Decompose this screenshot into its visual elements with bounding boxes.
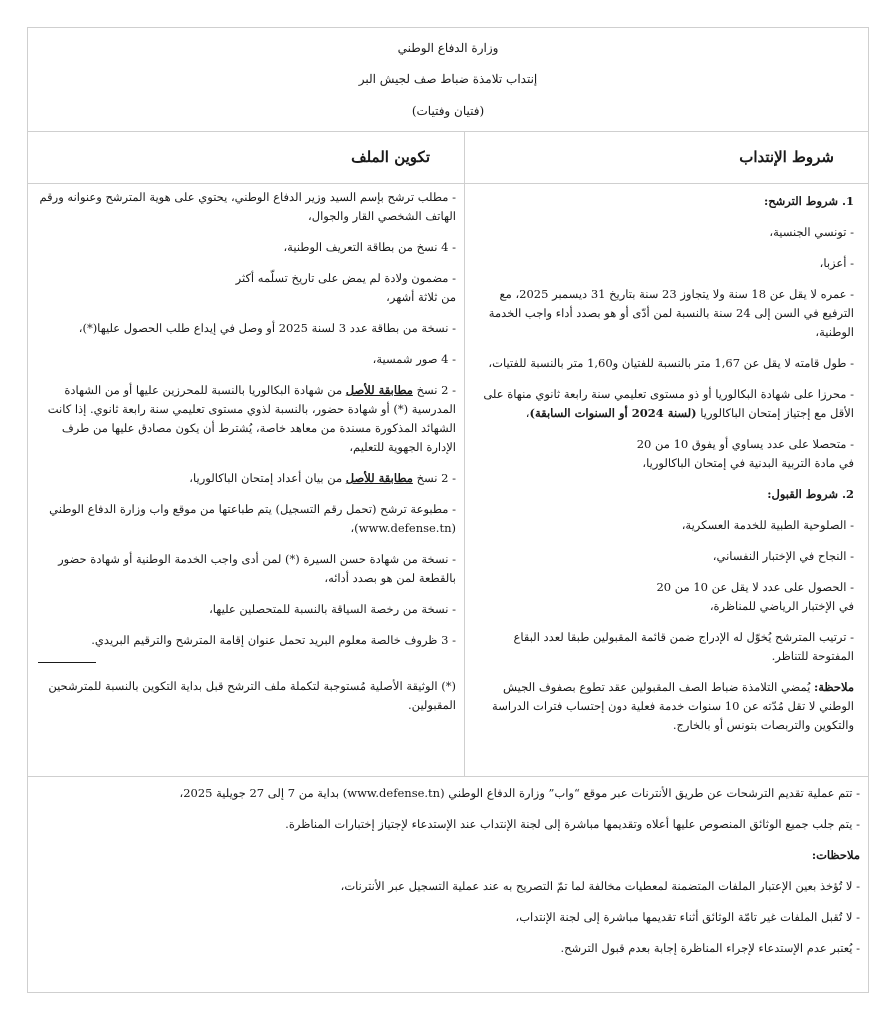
ministry-name: وزارة الدفاع الوطني (397, 41, 499, 55)
footer-section (38, 776, 860, 970)
list-item: - تتم عملية تقديم الترشحات عن طريق الأنترنات عبر موقع “واب” وزارة الدفاع الوطني (www.defense.tn) بداية من 7 إلى 27 جويلية 2025، (179, 786, 860, 800)
file-heading: تكوين الملف (351, 148, 430, 166)
notes-title: ملاحظات: (811, 848, 860, 862)
document-subtitle: (فتيان وفتيات) (411, 104, 485, 118)
conditions-column (474, 184, 854, 747)
nomination-title: 1. شروط الترشح: (763, 194, 854, 208)
list-item: - لا تُقبل الملفات غير تامّة الوثائق أثناء تقديمها مباشرة إلى لجنة الإنتداب، (515, 910, 860, 924)
certified-copy-label: مطابقة للأصل (345, 383, 413, 397)
ranking-condition: - ترتيب المترشح يُخوّل له الإدراج ضمن قائمة المقبولين طبقا لعدد البقاع المفتوحة للتناظر. (513, 630, 854, 663)
diploma-years: (لسنة 2024 أو السنوات السابقة) (529, 406, 697, 420)
list-item: - 3 ظروف خالصة معلوم البريد تحمل عنوان إقامة المترشح والترقيم البريدي. (91, 633, 456, 647)
column-divider (464, 131, 465, 776)
list-item: - نسخة من بطاقة عدد 3 لسنة 2025 أو وصل في إيداع طلب الحصول عليها(*)، (78, 321, 456, 335)
footnote-separator (38, 662, 96, 663)
document-header (28, 28, 868, 132)
conditions-heading-cell (465, 131, 868, 184)
sport-condition: - متحصلا على عدد يساوي أو يفوق 10 من 20 في مادة التربية البدنية في إمتحان الباكالوريا، (636, 437, 854, 470)
diploma-copies-item: - 2 نسخ مطابقة للأصل من شهادة البكالوريا بالنسبة للمحرزين عليها أو من الشهادة المدرسية (*) أو شهادة حضور، بالنسبة لذوي مستوى تعليمي سنة رابعة ثانوي. إذا كانت الشهائد المذكورة مسندة من معاهد خاصة، يُشترط أن يكون مصادق عليها من طرف الإدارة الجهوية للتعليم، (47, 383, 456, 454)
list-item: - الصلوحية الطبية للخدمة العسكرية، (681, 518, 854, 532)
footnote: (*) الوثيقة الأصلية مُستوجبة لتكملة ملف الترشح قبل بداية التكوين بالنسبة للمترشحين المقبولين. (48, 679, 456, 712)
list-item: - مطلب ترشح بإسم السيد وزير الدفاع الوطني، يحتوي على هوية المترشح وعنوانه ورقم الهاتف الشخصي القار والجوال، (39, 190, 456, 223)
list-item: - 4 صور شمسية، (372, 352, 456, 366)
list-item: - نسخة من رخصة السياقة بالنسبة للمتحصلين عليها، (209, 602, 456, 616)
list-item: - طول قامته لا يقل عن 1,67 متر بالنسبة للفتيان و1,60 متر بالنسبة للفتيات، (488, 356, 854, 370)
list-item: - 4 نسخ من بطاقة التعريف الوطنية، (283, 240, 456, 254)
conditions-heading: شروط الإنتداب (739, 148, 834, 166)
document-title: إنتداب تلامذة ضباط صف لجيش البر (358, 72, 538, 86)
list-item: - تونسي الجنسية، (769, 225, 854, 239)
contract-note: ملاحظة: يُمضي التلامذة ضباط الصف المقبولين عقد تطوع بصفوف الجيش الوطني لا تقل مُدّته عن 10 سنوات خدمة فعلية دون إحتساب فترات الدراسة والتكوين والتربصات بتونس أو بالخارج. (492, 680, 854, 732)
list-item: - أعزبا، (819, 256, 854, 270)
list-item: - يتم جلب جميع الوثائق المنصوص عليها أعلاه وتقديمها مباشرة إلى لجنة الإنتداب عند الإستدعاء لإجتياز إختبارات المناظرة. (285, 817, 860, 831)
acceptance-title: 2. شروط القبول: (767, 487, 854, 501)
note-label: ملاحظة: (814, 680, 854, 694)
document (27, 27, 869, 993)
list-item: - النجاح في الإختبار النفساني، (712, 549, 854, 563)
application-form-item: - مطبوعة ترشح (تحمل رقم التسجيل) يتم طباعتها من موقع واب وزارة الدفاع الوطني (www.defense.tn)، (49, 502, 456, 535)
math-condition: - الحصول على عدد لا يقل عن 10 من 20 في الإختبار الرياضي للمناظرة، (656, 580, 854, 613)
two-column-section (28, 131, 868, 777)
list-item: - نسخة من شهادة حسن السيرة (*) لمن أدى واجب الخدمة الوطنية أو شهادة حضور بالقطعة لمن هو بصدد أدائه، (58, 552, 456, 585)
list-item: - يُعتبر عدم الإستدعاء لإجراء المناظرة إجابة بعدم قبول الترشح. (560, 941, 860, 955)
birth-certificate-item: - مضمون ولادة لم يمض على تاريخ تسلّمه أكثر من ثلاثة أشهر، (235, 271, 456, 304)
file-heading-cell (28, 131, 464, 184)
list-item: - لا تُؤخذ بعين الإعتبار الملفات المتضمنة لمعطيات مخالفة لما تمّ التصريح به عند عملية التسجيل عبر الأنترنات، (340, 879, 860, 893)
list-item: - عمره لا يقل عن 18 سنة ولا يتجاوز 23 سنة بتاريخ 31 ديسمبر 2025، مع الترفيع في السن إلى 24 سنة بالنسبة لمن أدّى أو هو بصدد أداء واجب الخدمة الوطنية، (488, 287, 854, 339)
file-column (38, 184, 456, 727)
grades-copies-item: - 2 نسخ مطابقة للأصل من بيان أعداد إمتحان الباكالوريا، (189, 471, 456, 485)
website-link: (www.defense.tn)، (350, 521, 456, 535)
certified-copy-label: مطابقة للأصل (345, 471, 413, 485)
diploma-condition: - محرزا على شهادة البكالوريا أو ذو مستوى تعليمي سنة رابعة ثانوي منهاة على الأقل مع إجتياز إمتحان الباكالوريا (لسنة 2024 أو السنوات السابقة)، (483, 387, 854, 420)
